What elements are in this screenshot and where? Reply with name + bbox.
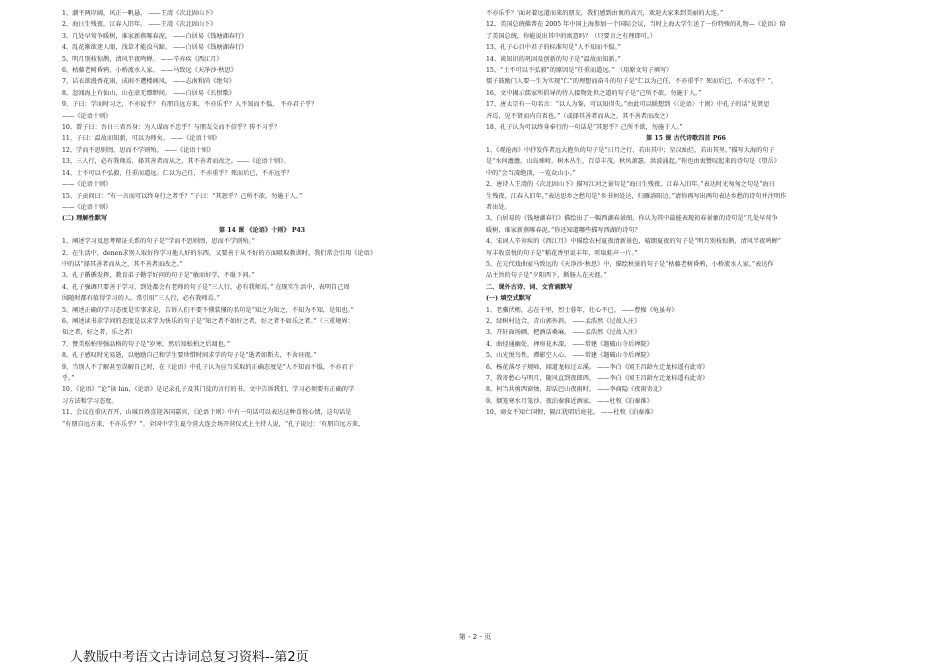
right_column-line: 10、商女不知亡国恨，隔江犹唱后庭花。 ——杜牧《泊秦淮》 (486, 409, 657, 417)
left_column-line: 4、孔子强调只要善于学习，到处都会有老师的句子是“三人行，必有我师焉。” 在现实生活中，表明自己周 (62, 283, 350, 291)
right_column-line: 者出处。 (486, 203, 511, 211)
left_column-line: 15、子贡问曰：“有一言而可以终身行之者乎？”子曰：“其恕乎？己所不欲，勿施于人。” (62, 192, 303, 200)
left_column-line: 7、诘衣欲漫香花雨，成雨不遭楼阁风。 ——志南和尚《绝句》 (62, 78, 235, 86)
right_column-line: 7、我寄愁心与明月，随风直到夜郎西。 ——李白《闻王昌龄左迁龙标遥有此寄》 (486, 375, 709, 382)
left-column (62, 8, 462, 430)
left_column-line: 11、子曰：温故而知新，可以为师矣。 ——《论语十则》 (62, 135, 221, 143)
right_column-line: 了美国总统，你能说出其中的寓意吗？（只要言之有理即可。） (486, 32, 657, 40)
left_column-line: ——《论语十则》 (62, 181, 112, 189)
left_column-line: 3、孔子循循发挥，教育弟子勤学好问的句子是“敏而好学，不耻下问。” (62, 272, 255, 280)
left_column-line: 10、曾子曰：吾日三省吾身：为人谋而不忠乎？与朋友交而不信乎？传不习乎？ (62, 124, 281, 132)
right_column-line: 4、曲径通幽处，禅房花木深。 ——常建《题破山寺后禅院》 (486, 340, 653, 348)
right_column-line: 是“水何澹澹，山岛竦峙。树木丛生，百草丰茂。秋风萧瑟，洪波涌起。”你也由衷赞叹起来的诗句是《望岳》 (486, 158, 781, 166)
right_column-line: 12、美国总统佛普在 2005 年中国上海参加一个国际会议，当时上海大学生送了一份特殊的礼物—《论语》给 (486, 21, 786, 29)
right_column-line: 1、《观沧海》中抒发作者远大抱负的句子是“日月之行，若出其中；星汉灿烂，若出其里。”描写大海的句子 (486, 146, 775, 154)
right_column-line: 8、何当共剪西窗烛，却话巴山夜雨时。 ——李商隐《夜雨寄北》 (486, 386, 666, 394)
left_column-line: 围随时都有值得学习的人。常引用“三人行，必有我师焉。” (62, 295, 220, 303)
right_column-line: 3、开轩面场圃，把酒话桑麻。 ——孟浩然《过故人庄》 (486, 329, 641, 337)
page-number: 第 - 2 - 页 (458, 633, 492, 641)
left_column-line: 5、明月别枝惊鹊，清风半夜鸣蝉。 ——辛弃疾《西江月》 (62, 55, 223, 63)
left_column-line: 6、枯藤老树昏鸦，小桥流水人家。 ——马致远《天净沙·秋思》 (62, 67, 237, 75)
left_column-line: ——《论语十则》 (62, 203, 112, 211)
right_column-line: 2、唐诗人王湾的《次北固山下》描写江河之景句是“海日生残夜，江春入旧年。”表达时光匆匆之句是“海日 (486, 181, 775, 189)
left_column-line: 2、海日生残夜，江春入旧年。 ——王湾《次北固山下》 (62, 21, 217, 29)
right_column-line: 5、在元代戏曲家马致远的《天净沙·秋思》中，描绘秋景的句子是“枯藤老树昏鸦，小桥流水人家。”表达作 (486, 260, 774, 268)
left_column-line: 6、阐述读书求学问的态度是以求学为快乐的句子是“知之者不如好之者，好之者不如乐之者。”（三重境界： (62, 317, 354, 325)
right_column-line: 3、白居易的《钱塘湖春行》描绘出了一幅西湖春景图。你认为其中最能表现初春景象的诗句是“几处早莺争 (486, 215, 778, 223)
left_column-line: 7、赞美松柏坚强品格的句子是“岁寒，然后知松柏之后凋也。” (62, 340, 231, 348)
left_column-line: 5、阐述正确的学习态度是实事求是，告诉人们不要不懂装懂的名句是“知之为知之，不知为不知，是知也。” (62, 306, 354, 314)
right_column-line: 第 15 课 古代诗歌四首 P66 (646, 135, 726, 143)
left_column-line: 知之者，好之者，乐之者） (62, 329, 137, 337)
right_column-line: 18、孔子认为可以终身奉行的一句话是“其恕乎？己所不欲，勿施于人。” (486, 124, 683, 132)
left_column-line: ——《论语十则》 (62, 112, 112, 120)
right_column-line: 14、谈知识的巩固及创新的句子是“温故而知新。” (486, 55, 621, 63)
left_column-line: 3、几处早莺争暖树，谁家新燕啄春泥。 ——白居易《钱塘湖春行》 (62, 32, 248, 40)
left_column-line: 4、乱花渐欲迷人眼，浅草才能没马蹄。 ——白居易《钱塘湖春行》 (62, 44, 248, 52)
right_column-line: 儒子鼓励门人要一生为实现“仁”的理想而奋斗的句子是“仁以为己任，不亦重乎？死而后已，不亦远乎？”。 (486, 78, 778, 86)
left_column-line: “有朋自远方来，不亦乐乎？”。全国中学生夏令营大连会场开营仪式上主持人说，“孔子说过：‘有朋自远方来， (62, 420, 365, 428)
right_column-line: 齐焉，见不贤而内自省也。”（或择其善者而从之，其不善者而改之） (486, 112, 672, 120)
right_column-line: 16、文中揭示儒家所倡导的待人接物处世之道的句子是“己所不欲，勿施于人。” (486, 89, 702, 97)
right_column-line: 暖树，谁家新燕啄春泥。”你还知道哪些描写西湖的诗句？ (486, 226, 641, 234)
right_column-line: 6、杨花落尽子规啼，闻道龙标过五溪。 ——李白《闻王昌龄左迁龙标遥有此寄》 (486, 363, 709, 371)
right_column-line: 15、“士不可以不弘毅”的原因是“任重而道远。” （用原文句子填写） (486, 67, 673, 75)
right_column-line: 4、宋词人辛弃疾的《西江月》中描绘农村夏夜清新景色，晴朗夏夜的句子是“明月别枝惊鹊，清风半夜鸣蝉” (486, 238, 781, 246)
left_column-line: 11、会议在重庆召开，山城百姓喜迎各国嘉宾，《论语十则》中有一句话可以表达这种喜悦心情，这句话是 (62, 409, 352, 417)
left_column-line: 乎。” (62, 375, 75, 382)
left_column-line: 8、忽闻海上有仙山，山在虚无缥缈间。 ——白居易《长恨歌》 (62, 89, 235, 97)
left_column-line: 2、在生活中，denen求别人取好你学习他人好的东西，又要善于从不好的方面吸取教训时，我们常会引用《论语》 (62, 249, 377, 257)
right_column-line: 9、烟笼寒水月笼沙，夜泊秦淮近酒家。 ——杜牧《泊秦淮》 (486, 397, 653, 405)
left_column-line: 1、潮平两岸阔，风正一帆悬。 ——王湾《次北固山下》 (62, 10, 217, 17)
left_column-line: 13、三人行，必有我师焉，择其善者而从之，其不善者而改之。——《论语十则》。 (62, 158, 290, 166)
right_column-line: 17、唐太宗有一句名言：“以人为鉴，可以知得失。”由此可以联想到《〈论语〉十则》中孔子的话“见贤思 (486, 101, 770, 109)
left_column-line: (二) 理解性默写 (62, 215, 108, 223)
left_column-line: 9、子曰：学而时习之，不亦说乎？ 有朋自远方来，不亦乐乎？人不知而不愠， 不亦君子乎？ (62, 101, 318, 109)
right_column-line: 生残夜，江春入旧年。”表达思乡之愁句是“乡书何处达，归雁洛阳边。”请你再写出两句表达乡愁的诗句并注明作 (486, 192, 787, 200)
left_column-line: 10、《论语》“论”读 lún，《论语》是记录孔子及其门徒的言行的书。文中告诉我们，学习必须要有正确的学 (62, 386, 355, 394)
right_column-line: 5、山光悦鸟性，潭影空人心。 ——常建《题破山寺后禅院》 (486, 352, 653, 360)
left_column-line: 12、学而不思则罔，思而不学则殆。 ——《论语十则》 (62, 146, 215, 154)
right-column (486, 8, 886, 419)
document-caption: 人教版中考语文古诗词总复习资料--第2页 (70, 650, 309, 665)
left_column-line: 14、士不可以不弘毅，任重而道远。仁以为己任，不亦重乎？死而后已，不亦远乎？ (62, 169, 293, 177)
right_column-line: 二、课外古诗、词、文背诵默写 (486, 283, 573, 291)
right_column-line: 13、孔子心目中君子的标准句是“人不知而不愠。” (486, 44, 621, 52)
right_column-line: 1、老骥伏枥，志在千里，烈士暮年，壮心不已。 ——曹操《龟虽寿》 (486, 306, 678, 314)
left_column-line: 第 14 课 《论语》十则》 P43 (218, 226, 306, 234)
left_column-line: 8、孔子感叹时光易逝，以勉励自己和学生要珍惜时间求学的句子是“逝者如斯夫，不舍昼夜。” (62, 352, 317, 360)
right_column-line: (一) 填空式默写 (486, 295, 532, 303)
left_column-line: 中的话“择其善者而从之，其不善者而改之。” (62, 260, 183, 268)
right_column-line: 中的“会当凌绝顶，一览众山小。” (486, 169, 576, 177)
left_column-line: 习方法和学习态度。 (62, 397, 118, 405)
right_column-line: 品主旨的句子是“夕阳西下，断肠人在天涯。” (486, 272, 607, 280)
left_column-line: 9、当别人不了解甚至误解自己时，在《论语》中孔子认为应当采取的正确态度是“人不知而不愠，不亦君子 (62, 363, 354, 371)
right_column-line: 写丰收喜悦的句子是“稻花香里说丰年，听取蛙声一片。” (486, 249, 638, 257)
left_column-line: 1、阐述学习及思考辩证关系的句子是“学而不思则罔，思而不学则殆。” (62, 238, 255, 246)
right_column-line: 不亦乐乎？’面对着远道而来的朋友，我们感到由衷的高兴，欢迎大家来到美丽的大连。” (486, 10, 724, 17)
right_column-line: 2、绿树村边合，青山郭外斜。 ——孟浩然《过故人庄》 (486, 317, 641, 325)
